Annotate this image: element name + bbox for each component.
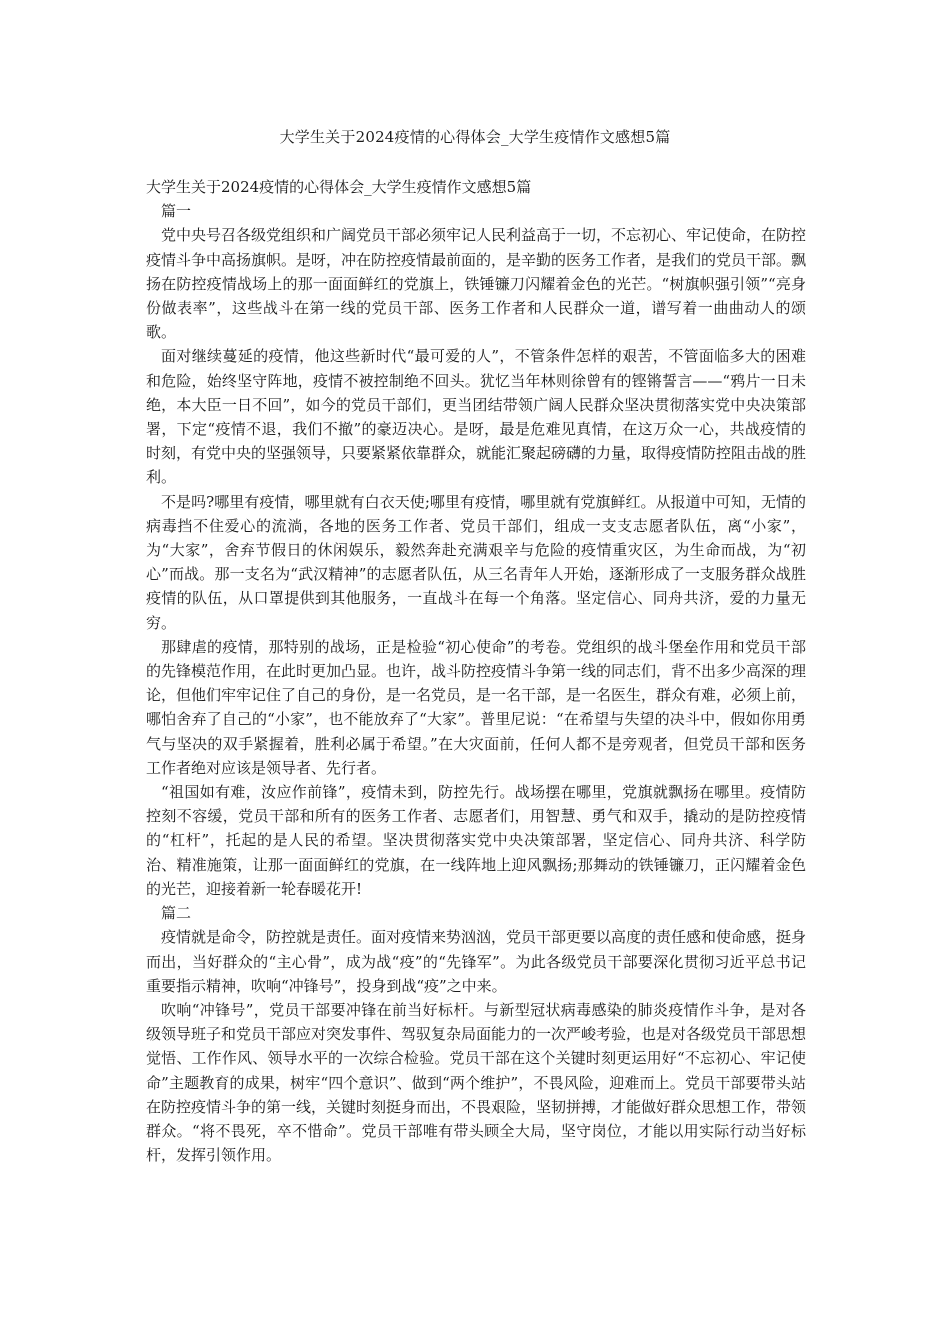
paragraph: 吹响“冲锋号”，党员干部要冲锋在前当好标杆。与新型冠状病毒感染的肺炎疫情作斗争，是对各级领导班子和党员干部应对突发事件、驾驭复杂局面能力的一次严峻考验，也是对各级党员干部思想觉悟、工作作风、领导水平的一次综合检验。党员干部在这个关键时刻更运用好“不忘初心、牢记使命”主题教育的成果，树牢“四个意识”、做到“两个维护”，不畏风险，迎难而上。党员干部要带头站在防控疫情斗争的第一线，关键时刻挺身而出，不畏艰险，坚韧拼搏，才能做好群众思想工作，带领群众。“将不畏死，卒不惜命”。党员干部唯有带头顾全大局，坚守岗位，才能以用实际行动当好标杆，发挥引领作用。: [146, 1000, 807, 1165]
paragraph: 那肆虐的疫情，那特别的战场，正是检验“初心使命”的考卷。党组织的战斗堡垒作用和党员干部的先锋模范作用，在此时更加凸显。也许，战斗防控疫情斗争第一线的同志们，背不出多少高深的理论，但他们牢牢记住了自己的身份，是一名党员，是一名干部，是一名医生，群众有难，必须上前，哪怕舍弃了自己的“小家”，也不能放弃了“大家”。普里尼说：“在希望与失望的决斗中，假如你用勇气与坚决的双手紧握着，胜利必属于希望。”在大灾面前，任何人都不是旁观者，但党员干部和医务工作者绝对应该是领导者、先行者。: [146, 637, 807, 777]
section-heading-2: 篇二: [161, 904, 192, 923]
paragraph: 不是吗?哪里有疫情，哪里就有白衣天使;哪里有疫情，哪里就有党旗鲜红。从报道中可知，无情的病毒挡不住爱心的流淌，各地的医务工作者、党员干部们，组成一支支志愿者队伍，离“小家”，为“大家”，舍弃节假日的休闲娱乐，毅然奔赴充满艰辛与危险的疫情重灾区，为生命而战，为“初心”而战。那一支名为“武汉精神”的志愿者队伍，从三名青年人开始，逐渐形成了一支服务群众战胜疫情的队伍，从口罩提供到其他服务，一直战斗在每一个角落。坚定信心、同舟共济，爱的力量无穷。: [146, 492, 806, 632]
paragraph: 党中央号召各级党组织和广阔党员干部必须牢记人民利益高于一切，不忘初心、牢记使命，在防控疫情斗争中高扬旗帜。是呀，冲在防控疫情最前面的，是辛勤的医务工作者，是我们的党员干部。飘扬在防控疫情战场上的那一面面鲜红的党旗上，铁锤镰刀闪耀着金色的光芒。“树旗帜强引领”“亮身份做表率”，这些战斗在第一线的党员干部、医务工作者和人民群众一道，谱写着一曲曲动人的颂歌。: [146, 226, 807, 342]
section-heading-1: 篇一: [161, 202, 192, 221]
paragraph: 疫情就是命令，防控就是责任。面对疫情来势汹汹，党员干部更要以高度的责任感和使命感，挺身而出，当好群众的“主心骨”，成为战“疫”的“先锋军”。为此各级党员干部要深化贯彻习近平总书记重要指示精神，吹响“冲锋号”，投身到战“疫”之中来。: [146, 928, 807, 995]
header-title: 大学生关于2024疫情的心得体会_大学生疫情作文感想5篇: [279, 128, 671, 146]
paragraph: “祖国如有难，汝应作前锋”，疫情未到，防控先行。战场摆在哪里，党旗就飘扬在哪里。疫情防控刻不容缓，党员干部和所有的医务工作者、志愿者们，用智慧、勇气和双手，撬动的是防控疫情的“杠杆”，托起的是人民的希望。坚决贯彻落实党中央决策部署，坚定信心、同舟共济、科学防治、精准施策，让那一面面鲜红的党旗，在一线阵地上迎风飘扬;那舞动的铁锤镰刀，正闪耀着金色的光芒，迎接着新一轮春暖花开!: [146, 783, 806, 898]
paragraph: 面对继续蔓延的疫情，他这些新时代“最可爱的人”，不管条件怎样的艰苦，不管面临多大的困难和危险，始终坚守阵地，疫情不被控制绝不回头。犹忆当年林则徐曾有的铿锵誓言——“鸦片一日未绝，本大臣一日不回”，如今的党员干部们，更当团结带领广阔人民群众坚决贯彻落实党中央决策部署，下定“疫情不退，我们不撤”的豪迈决心。是呀，最是危难见真情，在这万众一心，共战疫情的时刻，有党中央的坚强领导，只要紧紧依靠群众，就能汇聚起磅礴的力量，取得疫情防控阻击战的胜利。: [146, 347, 807, 487]
document-body: [146, 175, 806, 1167]
body-title: 大学生关于2024疫情的心得体会_大学生疫情作文感想5篇: [146, 178, 532, 196]
